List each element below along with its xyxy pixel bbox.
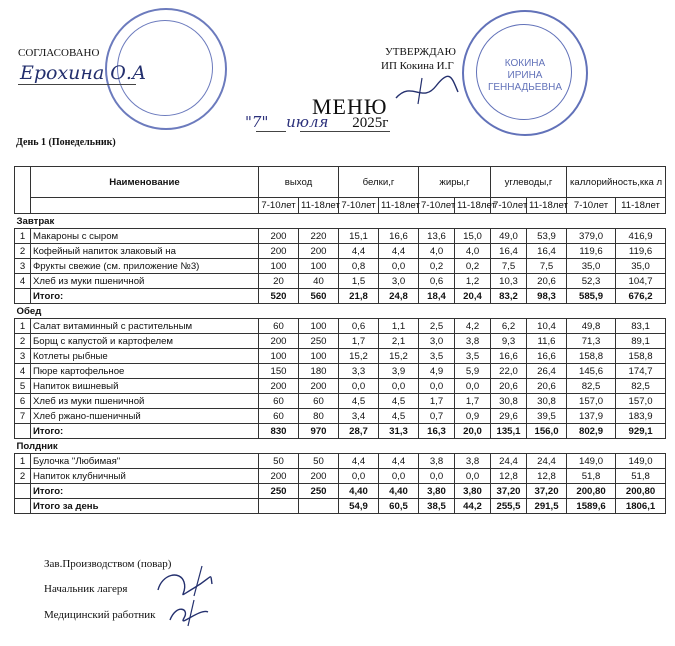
value-cell: 30,8 [527,394,567,409]
value-cell: 82,5 [567,379,616,394]
table-row [15,334,666,349]
stamp-line-1: КОКИНА [504,58,546,69]
value-cell: 49,0 [491,229,527,244]
value-cell: 220 [299,229,339,244]
day-label: День 1 (Понедельник) [16,137,116,148]
row-number: 3 [15,349,31,364]
value-cell: 15,1 [339,229,379,244]
value-cell: 200 [259,244,299,259]
dish-name: Котлеты рыбные [31,349,259,364]
value-cell: 0,0 [339,379,379,394]
subheader-name-blank [31,198,259,214]
value-cell: 1,7 [455,394,491,409]
table-row [15,454,666,469]
value-cell: 50 [299,454,339,469]
value-cell: 16,6 [491,349,527,364]
value-cell: 16,6 [379,229,419,244]
value-cell: 4,2 [455,319,491,334]
value-cell: 20,6 [527,379,567,394]
dish-name: Хлеб ржано-пшеничный [31,409,259,424]
value-cell: 4,5 [379,409,419,424]
value-cell: 100 [259,349,299,364]
value-cell: 6,2 [491,319,527,334]
value-cell: 20 [259,274,299,289]
approved-label: УТВЕРЖДАЮ [385,46,456,58]
total-value: 83,2 [491,289,527,304]
value-cell: 0,6 [419,274,455,289]
value-cell: 0,0 [379,259,419,274]
subheader-age-6: 7-10лет [491,198,527,214]
date-day: "7" [245,113,269,131]
value-cell: 10,3 [491,274,527,289]
row-number: 2 [15,244,31,259]
value-cell: 83,1 [616,319,666,334]
total-value: 676,2 [616,289,666,304]
value-cell: 4,0 [455,244,491,259]
value-cell: 35,0 [616,259,666,274]
value-cell: 12,8 [527,469,567,484]
value-cell: 1,7 [419,394,455,409]
dish-name: Пюре картофельное [31,364,259,379]
header-name: Наименование [31,167,259,198]
value-cell: 0,9 [455,409,491,424]
menu-table-body [15,214,666,514]
total-value: 20,0 [455,424,491,439]
total-value: 4,40 [339,484,379,499]
value-cell: 174,7 [616,364,666,379]
value-cell: 119,6 [616,244,666,259]
value-cell: 157,0 [567,394,616,409]
total-blank [15,484,31,499]
value-cell: 15,2 [339,349,379,364]
total-value: 98,3 [527,289,567,304]
value-cell: 11,6 [527,334,567,349]
value-cell: 39,5 [527,409,567,424]
right-round-stamp [462,10,588,136]
row-number: 1 [15,229,31,244]
table-row [15,349,666,364]
value-cell: 4,0 [419,244,455,259]
header-carbs: углеводы,г [491,167,567,198]
footer-camp-head: Начальник лагеря [44,583,128,595]
subheader-age-0: 7-10лет [259,198,299,214]
date-day-underline [256,131,286,132]
dish-name: Напиток клубничный [31,469,259,484]
total-value: 3,80 [455,484,491,499]
value-cell: 100 [299,319,339,334]
table-row [15,469,666,484]
header-calories: каллорийность,кка л [567,167,666,198]
table-row [15,244,666,259]
value-cell: 50 [259,454,299,469]
value-cell: 0,0 [379,379,419,394]
total-value: 802,9 [567,424,616,439]
subheader-age-2: 7-10лет [339,198,379,214]
total-value: 28,7 [339,424,379,439]
value-cell: 35,0 [567,259,616,274]
row-number: 1 [15,454,31,469]
value-cell: 3,5 [419,349,455,364]
total-value: 200,80 [616,484,666,499]
value-cell: 3,4 [339,409,379,424]
value-cell: 200 [299,244,339,259]
section-total-row [15,484,666,499]
total-label: Итого: [31,424,259,439]
agreed-signature: Ерохина О.А [20,62,147,84]
value-cell: 51,8 [616,469,666,484]
value-cell: 4,9 [419,364,455,379]
value-cell: 4,4 [339,244,379,259]
grand-total-value: 1806,1 [616,499,666,514]
date-month: июля [286,113,329,131]
dish-name: Хлеб из муки пшеничной [31,394,259,409]
total-value: 585,9 [567,289,616,304]
value-cell: 250 [299,334,339,349]
value-cell: 0,2 [419,259,455,274]
value-cell: 180 [299,364,339,379]
grand-total-row [15,499,666,514]
value-cell: 22,0 [491,364,527,379]
value-cell: 0,0 [419,379,455,394]
section-total-row [15,424,666,439]
table-row [15,364,666,379]
page-title: МЕНЮ [312,94,388,119]
table-subheader-row [15,198,666,214]
grand-total-value [259,499,299,514]
subheader-age-8: 7-10лет [567,198,616,214]
value-cell: 60 [259,319,299,334]
grand-total-label: Итого за день [31,499,259,514]
value-cell: 53,9 [527,229,567,244]
value-cell: 0,8 [339,259,379,274]
value-cell: 145,6 [567,364,616,379]
grand-total-value: 291,5 [527,499,567,514]
grand-total-value: 1589,6 [567,499,616,514]
value-cell: 12,8 [491,469,527,484]
approved-by: ИП Кокина И.Г [381,60,454,72]
approved-signature-scribble [392,74,462,106]
table-row [15,274,666,289]
value-cell: 0,0 [455,469,491,484]
value-cell: 60 [299,394,339,409]
total-value: 31,3 [379,424,419,439]
agreed-signature-line [18,84,136,85]
total-value: 970 [299,424,339,439]
value-cell: 89,1 [616,334,666,349]
total-blank [15,424,31,439]
total-value: 520 [259,289,299,304]
value-cell: 104,7 [616,274,666,289]
total-value: 4,40 [379,484,419,499]
value-cell: 16,6 [527,349,567,364]
section-title: Обед [15,304,666,319]
value-cell: 3,0 [419,334,455,349]
total-label: Итого: [31,289,259,304]
value-cell: 200 [259,334,299,349]
header-output: выход [259,167,339,198]
total-value: 156,0 [527,424,567,439]
value-cell: 2,5 [419,319,455,334]
dish-name: Кофейный напиток злаковый на [31,244,259,259]
date-month-underline [300,131,390,132]
row-number: 3 [15,259,31,274]
value-cell: 0,0 [455,379,491,394]
row-number: 4 [15,364,31,379]
total-value: 16,3 [419,424,455,439]
total-value: 37,20 [491,484,527,499]
grand-total-value: 38,5 [419,499,455,514]
value-cell: 20,6 [527,274,567,289]
row-number: 4 [15,274,31,289]
value-cell: 0,0 [379,469,419,484]
total-value: 20,4 [455,289,491,304]
value-cell: 200 [259,379,299,394]
dish-name: Макароны с сыром [31,229,259,244]
dish-name: Салат витаминный с растительным [31,319,259,334]
value-cell: 157,0 [616,394,666,409]
value-cell: 0,7 [419,409,455,424]
value-cell: 24,4 [491,454,527,469]
value-cell: 4,4 [379,244,419,259]
dish-name: Булочка "Любимая" [31,454,259,469]
subheader-age-1: 11-18лет [299,198,339,214]
value-cell: 80 [299,409,339,424]
footer-production-head: Зав.Производством (повар) [44,558,172,570]
total-value: 830 [259,424,299,439]
value-cell: 3,8 [455,454,491,469]
table-row [15,394,666,409]
table-header-row [15,167,666,198]
value-cell: 0,0 [339,469,379,484]
value-cell: 4,4 [379,454,419,469]
value-cell: 3,0 [379,274,419,289]
value-cell: 5,9 [455,364,491,379]
section-title: Полдник [15,439,666,454]
total-value: 250 [259,484,299,499]
value-cell: 150 [259,364,299,379]
value-cell: 13,6 [419,229,455,244]
total-value: 560 [299,289,339,304]
value-cell: 9,3 [491,334,527,349]
subheader-age-5: 11-18лет [455,198,491,214]
header-number-col [15,167,31,214]
grand-total-value: 60,5 [379,499,419,514]
stamp-line-3: ГЕННАДЬЕВНА [487,82,563,93]
date-line [245,113,388,132]
value-cell: 3,8 [455,334,491,349]
value-cell: 3,3 [339,364,379,379]
header-fat: жиры,г [419,167,491,198]
value-cell: 3,8 [419,454,455,469]
value-cell: 10,4 [527,319,567,334]
value-cell: 3,5 [455,349,491,364]
stamp-line-2: ИРИНА [507,70,543,81]
value-cell: 1,5 [339,274,379,289]
table-row [15,379,666,394]
section-title: Завтрак [15,214,666,229]
value-cell: 149,0 [616,454,666,469]
total-value: 929,1 [616,424,666,439]
value-cell: 16,4 [491,244,527,259]
table-row [15,229,666,244]
value-cell: 200 [299,379,339,394]
value-cell: 0,0 [419,469,455,484]
value-cell: 52,3 [567,274,616,289]
value-cell: 200 [259,229,299,244]
value-cell: 3,9 [379,364,419,379]
table-row [15,409,666,424]
value-cell: 100 [299,349,339,364]
grand-total-blank [15,499,31,514]
footer-signatures-scribble [150,560,220,630]
row-number: 7 [15,409,31,424]
value-cell: 15,0 [455,229,491,244]
value-cell: 60 [259,394,299,409]
dish-name: Хлеб из муки пшеничной [31,274,259,289]
value-cell: 183,9 [616,409,666,424]
total-value: 21,8 [339,289,379,304]
value-cell: 4,5 [339,394,379,409]
value-cell: 200 [259,469,299,484]
section-row [15,214,666,229]
dish-name: Напиток вишневый [31,379,259,394]
value-cell: 40 [299,274,339,289]
total-value: 3,80 [419,484,455,499]
grand-total-value [299,499,339,514]
row-number: 6 [15,394,31,409]
total-value: 37,20 [527,484,567,499]
subheader-age-9: 11-18лет [616,198,666,214]
value-cell: 416,9 [616,229,666,244]
value-cell: 20,6 [491,379,527,394]
right-stamp-text [464,58,586,94]
total-blank [15,289,31,304]
row-number: 2 [15,334,31,349]
value-cell: 71,3 [567,334,616,349]
value-cell: 149,0 [567,454,616,469]
total-label: Итого: [31,484,259,499]
value-cell: 119,6 [567,244,616,259]
value-cell: 4,4 [339,454,379,469]
row-number: 5 [15,379,31,394]
dish-name: Фрукты свежие (см. приложение №3) [31,259,259,274]
value-cell: 100 [259,259,299,274]
grand-total-value: 44,2 [455,499,491,514]
total-value: 200,80 [567,484,616,499]
value-cell: 158,8 [567,349,616,364]
value-cell: 200 [299,469,339,484]
value-cell: 49,8 [567,319,616,334]
value-cell: 1,1 [379,319,419,334]
value-cell: 1,2 [455,274,491,289]
value-cell: 2,1 [379,334,419,349]
table-row [15,259,666,274]
value-cell: 82,5 [616,379,666,394]
value-cell: 1,7 [339,334,379,349]
row-number: 1 [15,319,31,334]
value-cell: 4,5 [379,394,419,409]
date-year: 2025г [352,115,389,131]
value-cell: 100 [299,259,339,274]
table-row [15,319,666,334]
value-cell: 29,6 [491,409,527,424]
value-cell: 7,5 [527,259,567,274]
total-value: 135,1 [491,424,527,439]
value-cell: 51,8 [567,469,616,484]
subheader-age-7: 11-18лет [527,198,567,214]
menu-table [14,166,666,514]
value-cell: 30,8 [491,394,527,409]
subheader-age-4: 7-10лет [419,198,455,214]
section-row [15,439,666,454]
agreed-label: СОГЛАСОВАНО [18,47,100,59]
total-value: 24,8 [379,289,419,304]
total-value: 250 [299,484,339,499]
row-number: 2 [15,469,31,484]
value-cell: 0,6 [339,319,379,334]
value-cell: 7,5 [491,259,527,274]
total-value: 18,4 [419,289,455,304]
value-cell: 16,4 [527,244,567,259]
value-cell: 379,0 [567,229,616,244]
footer-medical-worker: Медицинский работник [44,609,156,621]
grand-total-value: 255,5 [491,499,527,514]
section-row [15,304,666,319]
subheader-age-3: 11-18лет [379,198,419,214]
header-protein: белки,г [339,167,419,198]
value-cell: 137,9 [567,409,616,424]
value-cell: 24,4 [527,454,567,469]
grand-total-value: 54,9 [339,499,379,514]
section-total-row [15,289,666,304]
value-cell: 26,4 [527,364,567,379]
value-cell: 60 [259,409,299,424]
value-cell: 0,2 [455,259,491,274]
dish-name: Борщ с капустой и картофелем [31,334,259,349]
value-cell: 15,2 [379,349,419,364]
value-cell: 158,8 [616,349,666,364]
